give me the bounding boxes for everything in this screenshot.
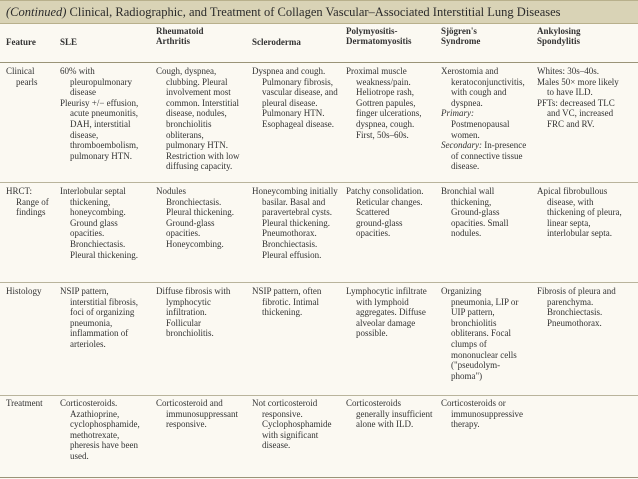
cell-line: parenchyma. xyxy=(547,296,594,307)
cell-line: Cyclophosphamide xyxy=(262,419,332,430)
cell-line: therapy. xyxy=(451,419,480,430)
table-cell xyxy=(346,186,424,239)
cell-line: ("pseudolym- xyxy=(451,360,501,371)
cell-line: Scattered xyxy=(356,207,390,218)
cell-line: thickening, xyxy=(451,196,492,207)
cell-line: Ground glass xyxy=(70,217,118,228)
cell-line: NSIP pattern, often xyxy=(252,286,322,296)
cell-line: arterioles. xyxy=(70,339,106,350)
cell-line: vascular disease, and xyxy=(262,87,338,98)
cell-line: common. Interstitial xyxy=(166,97,239,108)
cell-line: with cough and xyxy=(451,87,507,98)
table-cell xyxy=(346,286,427,339)
cell-line: Follicular xyxy=(166,317,201,328)
table-cell xyxy=(156,66,240,172)
table-cell xyxy=(346,66,421,140)
cell-line: ground-glass xyxy=(356,217,403,228)
cell-line: Bronchiectasis. xyxy=(262,239,318,250)
cell-line: phoma") xyxy=(451,370,483,381)
cell-line: Bronchial wall xyxy=(441,186,495,196)
cell-line: diffusing capacity. xyxy=(166,161,233,172)
title-prefix: (Continued) xyxy=(6,5,67,19)
cell-line: involvement most xyxy=(166,87,231,98)
column-header-line: Polymyositis- xyxy=(346,26,398,36)
cell-line: PFTs: decreased TLC xyxy=(537,97,615,108)
cell-line: Proximal muscle xyxy=(346,66,407,76)
row-feature-label xyxy=(6,66,38,87)
cell-line: pneumonia, LIP or xyxy=(451,296,519,307)
cell-line: disease, with xyxy=(547,196,594,207)
header-rule xyxy=(0,62,638,63)
cell-line: pulmonary HTN. xyxy=(70,150,132,161)
cell-line: interlobular septa. xyxy=(547,228,612,239)
cell-line: Apical fibrobullous xyxy=(537,186,608,196)
cell-line: immunosuppressant xyxy=(166,408,238,419)
column-header-line: Rheumatoid xyxy=(156,26,204,36)
cell-line: Pleural thickening. xyxy=(70,249,138,260)
column-header-line: Syndrome xyxy=(441,36,481,47)
table-cell xyxy=(441,186,509,239)
cell-line: Cough, dyspnea, xyxy=(156,66,217,76)
table-cell xyxy=(156,186,234,250)
cell-line: lymphocytic xyxy=(166,296,211,307)
cell-line: infiltration. xyxy=(166,307,207,318)
cell-line: thickening, xyxy=(70,196,111,207)
row-divider xyxy=(0,182,638,183)
column-header-line: Feature xyxy=(6,37,36,47)
cell-line: Reticular changes. xyxy=(356,196,423,207)
cell-line: opacities. Small xyxy=(451,217,509,228)
cell-line: Dyspnea and cough. xyxy=(252,66,326,76)
cell-line: honeycombing. xyxy=(70,207,126,218)
cell-line: with lymphoid xyxy=(356,296,409,307)
cell-line: Corticosteroids or xyxy=(441,398,506,408)
cell-line: Gottren papules, xyxy=(356,97,416,108)
table-cell xyxy=(252,398,332,451)
cell-line: opacities. xyxy=(166,228,201,239)
cell-line: dyspnea. xyxy=(451,97,483,108)
table-cell xyxy=(60,186,138,260)
cell-line: Interlobular septal xyxy=(60,186,126,196)
column-header-line: SLE xyxy=(60,37,78,47)
table-cell xyxy=(156,398,238,430)
cell-line: linear septa, xyxy=(547,217,591,228)
cell-line: Bronchiectasis. xyxy=(70,239,126,250)
cell-line: Pleural effusion. xyxy=(262,249,322,260)
table-cell xyxy=(60,66,138,161)
table-cell xyxy=(60,286,138,350)
cell-line-italic: Secondary: xyxy=(441,140,482,151)
cell-line: Bronchiectasis. xyxy=(166,196,222,207)
cell-line: Honeycombing initially xyxy=(252,186,338,196)
cell-line: disease. xyxy=(451,161,480,172)
column-header-line: Spondylitis xyxy=(537,36,581,47)
cell-line: with significant xyxy=(262,429,319,440)
table-cell xyxy=(252,66,338,130)
cell-line: Pleural thickening. xyxy=(262,217,330,228)
cell-line: disease xyxy=(70,87,96,98)
column-header-scleroderma xyxy=(252,26,301,60)
cell-line: Diffuse fibrosis with xyxy=(156,286,231,296)
table-cell xyxy=(252,186,338,260)
cell-line: Esophageal disease. xyxy=(262,119,334,130)
cell-line: DAH, interstitial xyxy=(70,119,131,130)
cell-line: pleuropulmonary xyxy=(70,76,132,87)
title-text: Clinical, Radiographic, and Treatment of Collagen Vascular–Associated Interstitial Lung Diseases xyxy=(69,5,561,19)
cell-line: Pleural thickening. xyxy=(166,207,234,218)
row-feature-label xyxy=(6,398,43,409)
feature-line: findings xyxy=(16,207,46,218)
cell-line-italic: Primary: xyxy=(441,108,474,119)
cell-line: alone with ILD. xyxy=(356,419,414,430)
cell-line: Pneumothorax. xyxy=(547,317,602,328)
cell-line: Patchy consolidation. xyxy=(346,186,424,196)
cell-line: Nodules xyxy=(156,186,186,196)
cell-line: Heliotrope rash, xyxy=(356,87,414,98)
cell-line: pheresis have been xyxy=(70,440,138,451)
cell-line-rest: In-presence xyxy=(481,140,527,151)
column-header-ra xyxy=(156,26,204,60)
column-header-feature xyxy=(6,26,36,60)
cell-line: Postmenopausal xyxy=(451,119,510,130)
cell-line: obliterans, xyxy=(166,129,204,140)
cell-line: responsive. xyxy=(262,408,303,419)
cell-line: First, 50s–60s. xyxy=(356,129,409,140)
cell-line: Honeycombing. xyxy=(166,239,224,250)
table-cell xyxy=(537,186,622,239)
cell-line: Males 50× more likely xyxy=(537,76,619,87)
table-cell xyxy=(346,398,433,430)
cell-line: clumps of xyxy=(451,339,487,350)
cell-line: Pleurisy +/− effusion, xyxy=(60,97,139,108)
cell-line: disease, nodules, xyxy=(166,108,227,119)
cell-line: clubbing. Pleural xyxy=(166,76,228,87)
cell-line: pleural disease. xyxy=(262,97,318,108)
cell-line: Corticosteroids xyxy=(346,398,401,408)
cell-line: Azathioprine, xyxy=(70,408,120,419)
cell-line: immunosuppressive xyxy=(451,408,523,419)
table-cell xyxy=(441,286,518,381)
cell-line: opacities. xyxy=(70,228,105,239)
cell-line: women. xyxy=(451,129,480,140)
cell-line: of connective tissue xyxy=(451,150,523,161)
feature-line: Histology xyxy=(6,286,42,296)
cell-line: pulmonary HTN. xyxy=(166,140,228,151)
cell-line: and VC, increased xyxy=(547,108,614,119)
table-cell xyxy=(537,66,619,130)
row-feature-label xyxy=(6,186,49,218)
feature-line: Clinical xyxy=(6,66,35,76)
cell-line: Pulmonary HTN. xyxy=(262,108,325,119)
cell-line: weakness/pain. xyxy=(356,76,411,87)
column-header-line: Arthritis xyxy=(156,36,190,47)
cell-line: NSIP pattern, xyxy=(60,286,109,296)
table-title xyxy=(0,0,638,24)
cell-line xyxy=(441,140,526,151)
feature-line: HRCT: xyxy=(6,186,33,196)
cell-line xyxy=(441,108,526,119)
cell-line: Whites: 30s–40s. xyxy=(537,66,599,76)
cell-line: Bronchiectasis. xyxy=(547,307,603,318)
table-cell xyxy=(441,66,526,172)
cell-line: aggregates. Diffuse xyxy=(356,307,426,318)
cell-line: finger ulcerations, xyxy=(356,108,422,119)
cell-line: nodules. xyxy=(451,228,482,239)
cell-line: opacities. xyxy=(356,228,391,239)
cell-line: bronchiolitis xyxy=(451,317,497,328)
cell-line: alveolar damage xyxy=(356,317,416,328)
cell-line: Restriction with low xyxy=(166,150,240,161)
cell-line: obliterans. Focal xyxy=(451,328,511,339)
cell-line: Lymphocytic infiltrate xyxy=(346,286,427,296)
cell-line: interstitial fibrosis, xyxy=(70,296,138,307)
feature-line: pearls xyxy=(16,76,38,87)
cell-line: used. xyxy=(70,451,89,462)
cell-line: methotrexate, xyxy=(70,429,120,440)
cell-line: keratoconjunctivitis, xyxy=(451,76,525,87)
table-cell xyxy=(441,398,523,430)
cell-line: Xerostomia and xyxy=(441,66,499,76)
cell-line: generally insufficient xyxy=(356,408,433,419)
column-header-line: Sjögren's xyxy=(441,26,477,36)
cell-line: cyclophosphamide, xyxy=(70,419,140,430)
column-header-pm xyxy=(346,26,411,60)
row-divider xyxy=(0,395,638,396)
table-cell xyxy=(60,398,140,462)
column-header-line: Scleroderma xyxy=(252,37,301,47)
cell-line: Pneumothorax. xyxy=(262,228,317,239)
cell-line: possible. xyxy=(356,328,388,339)
cell-line: thickening. xyxy=(262,307,303,318)
cell-line: mononuclear cells xyxy=(451,349,517,360)
column-header-sjogren xyxy=(441,26,480,60)
cell-line: Not corticosteroid xyxy=(252,398,318,408)
cell-line: dyspnea, cough. xyxy=(356,119,415,130)
bottom-rule xyxy=(0,477,638,478)
feature-line: Range of xyxy=(16,196,49,207)
cell-line: basilar. Basal and xyxy=(262,196,326,207)
row-feature-label xyxy=(6,286,42,297)
cell-line: bronchiolitis xyxy=(166,119,212,130)
cell-line: fibrotic. Intimal xyxy=(262,296,319,307)
column-header-line: Dermatomyositis xyxy=(346,36,412,47)
cell-line: paravertebral cysts. xyxy=(262,207,332,218)
cell-line: to have ILD. xyxy=(547,87,593,98)
cell-line: responsive. xyxy=(166,419,207,430)
cell-line: Pulmonary fibrosis, xyxy=(262,76,333,87)
cell-line: thromboembolism, xyxy=(70,140,139,151)
feature-line: Treatment xyxy=(6,398,43,408)
cell-line: Ground-glass xyxy=(166,217,215,228)
cell-line: inflammation of xyxy=(70,328,129,339)
cell-line: pneumonia, xyxy=(70,317,113,328)
cell-line: disease, xyxy=(70,129,99,140)
column-header-line: Ankylosing xyxy=(537,26,581,36)
cell-line: thickening of pleura, xyxy=(547,207,622,218)
row-divider xyxy=(0,282,638,283)
cell-line: Fibrosis of pleura and xyxy=(537,286,616,296)
cell-line: acute pneumonitis, xyxy=(70,108,138,119)
table-cell xyxy=(252,286,321,318)
cell-line: bronchiolitis. xyxy=(166,328,214,339)
column-header-as xyxy=(537,26,581,60)
cell-line: Organizing xyxy=(441,286,482,296)
table-cell xyxy=(156,286,230,339)
cell-line: FRC and RV. xyxy=(547,119,595,130)
cell-line: foci of organizing xyxy=(70,307,135,318)
cell-line: Ground-glass xyxy=(451,207,500,218)
cell-line: Corticosteroid and xyxy=(156,398,223,408)
table-cell xyxy=(537,286,616,328)
cell-line: Corticosteroids. xyxy=(60,398,118,408)
cell-line: UIP pattern, xyxy=(451,307,495,318)
column-header-sle xyxy=(60,26,77,60)
cell-line: 60% with xyxy=(60,66,95,76)
cell-line: disease. xyxy=(262,440,291,451)
